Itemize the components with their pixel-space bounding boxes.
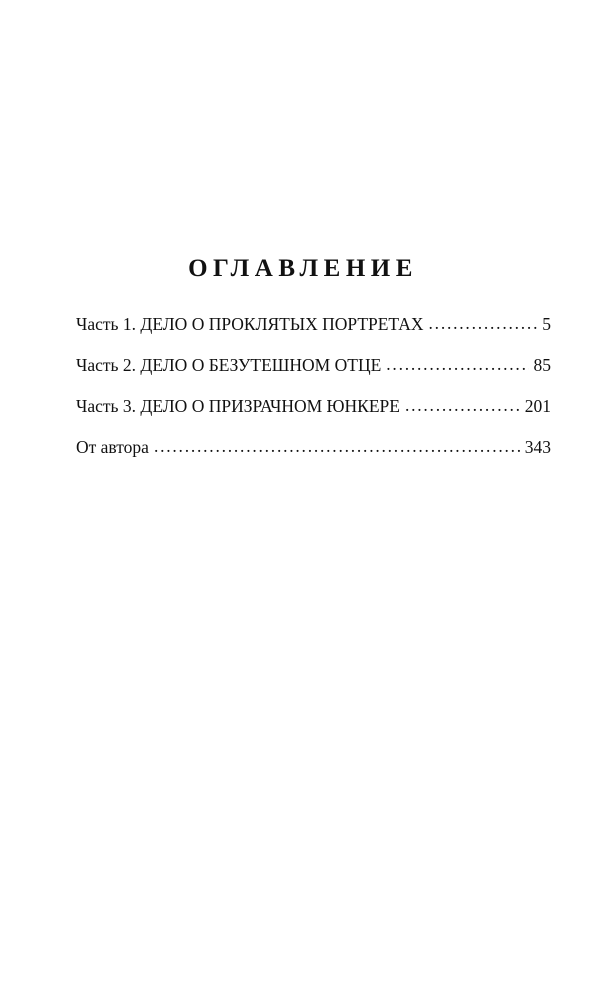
- toc-entry-part-3: [76, 388, 551, 429]
- toc-entry-page-number: 5: [542, 314, 551, 334]
- toc-entry-part-2: [76, 347, 551, 388]
- toc-entry-page-number: 85: [533, 355, 551, 375]
- dot-leader: [154, 428, 520, 464]
- dot-leader: [405, 387, 520, 423]
- toc-entry-page-number: 343: [524, 437, 551, 457]
- dot-leader: [429, 305, 538, 341]
- toc-heading: ОГЛАВЛЕНИЕ: [188, 255, 418, 282]
- toc-list: [76, 306, 551, 470]
- toc-entry-page-number: 201: [524, 396, 551, 416]
- toc-entry-title: Часть 2. ДЕЛО О БЕЗУТЕШНОМ ОТЦЕ: [76, 355, 382, 375]
- toc-entry-part-1: [76, 306, 551, 347]
- toc-entry-title: От автора: [76, 437, 149, 457]
- dot-leader: [386, 346, 528, 382]
- toc-entry-author-note: [76, 429, 551, 470]
- toc-entry-title: Часть 1. ДЕЛО О ПРОКЛЯТЫХ ПОРТРЕТАХ: [76, 314, 424, 334]
- toc-entry-title: Часть 3. ДЕЛО О ПРИЗРАЧНОМ ЮНКЕРЕ: [76, 396, 400, 416]
